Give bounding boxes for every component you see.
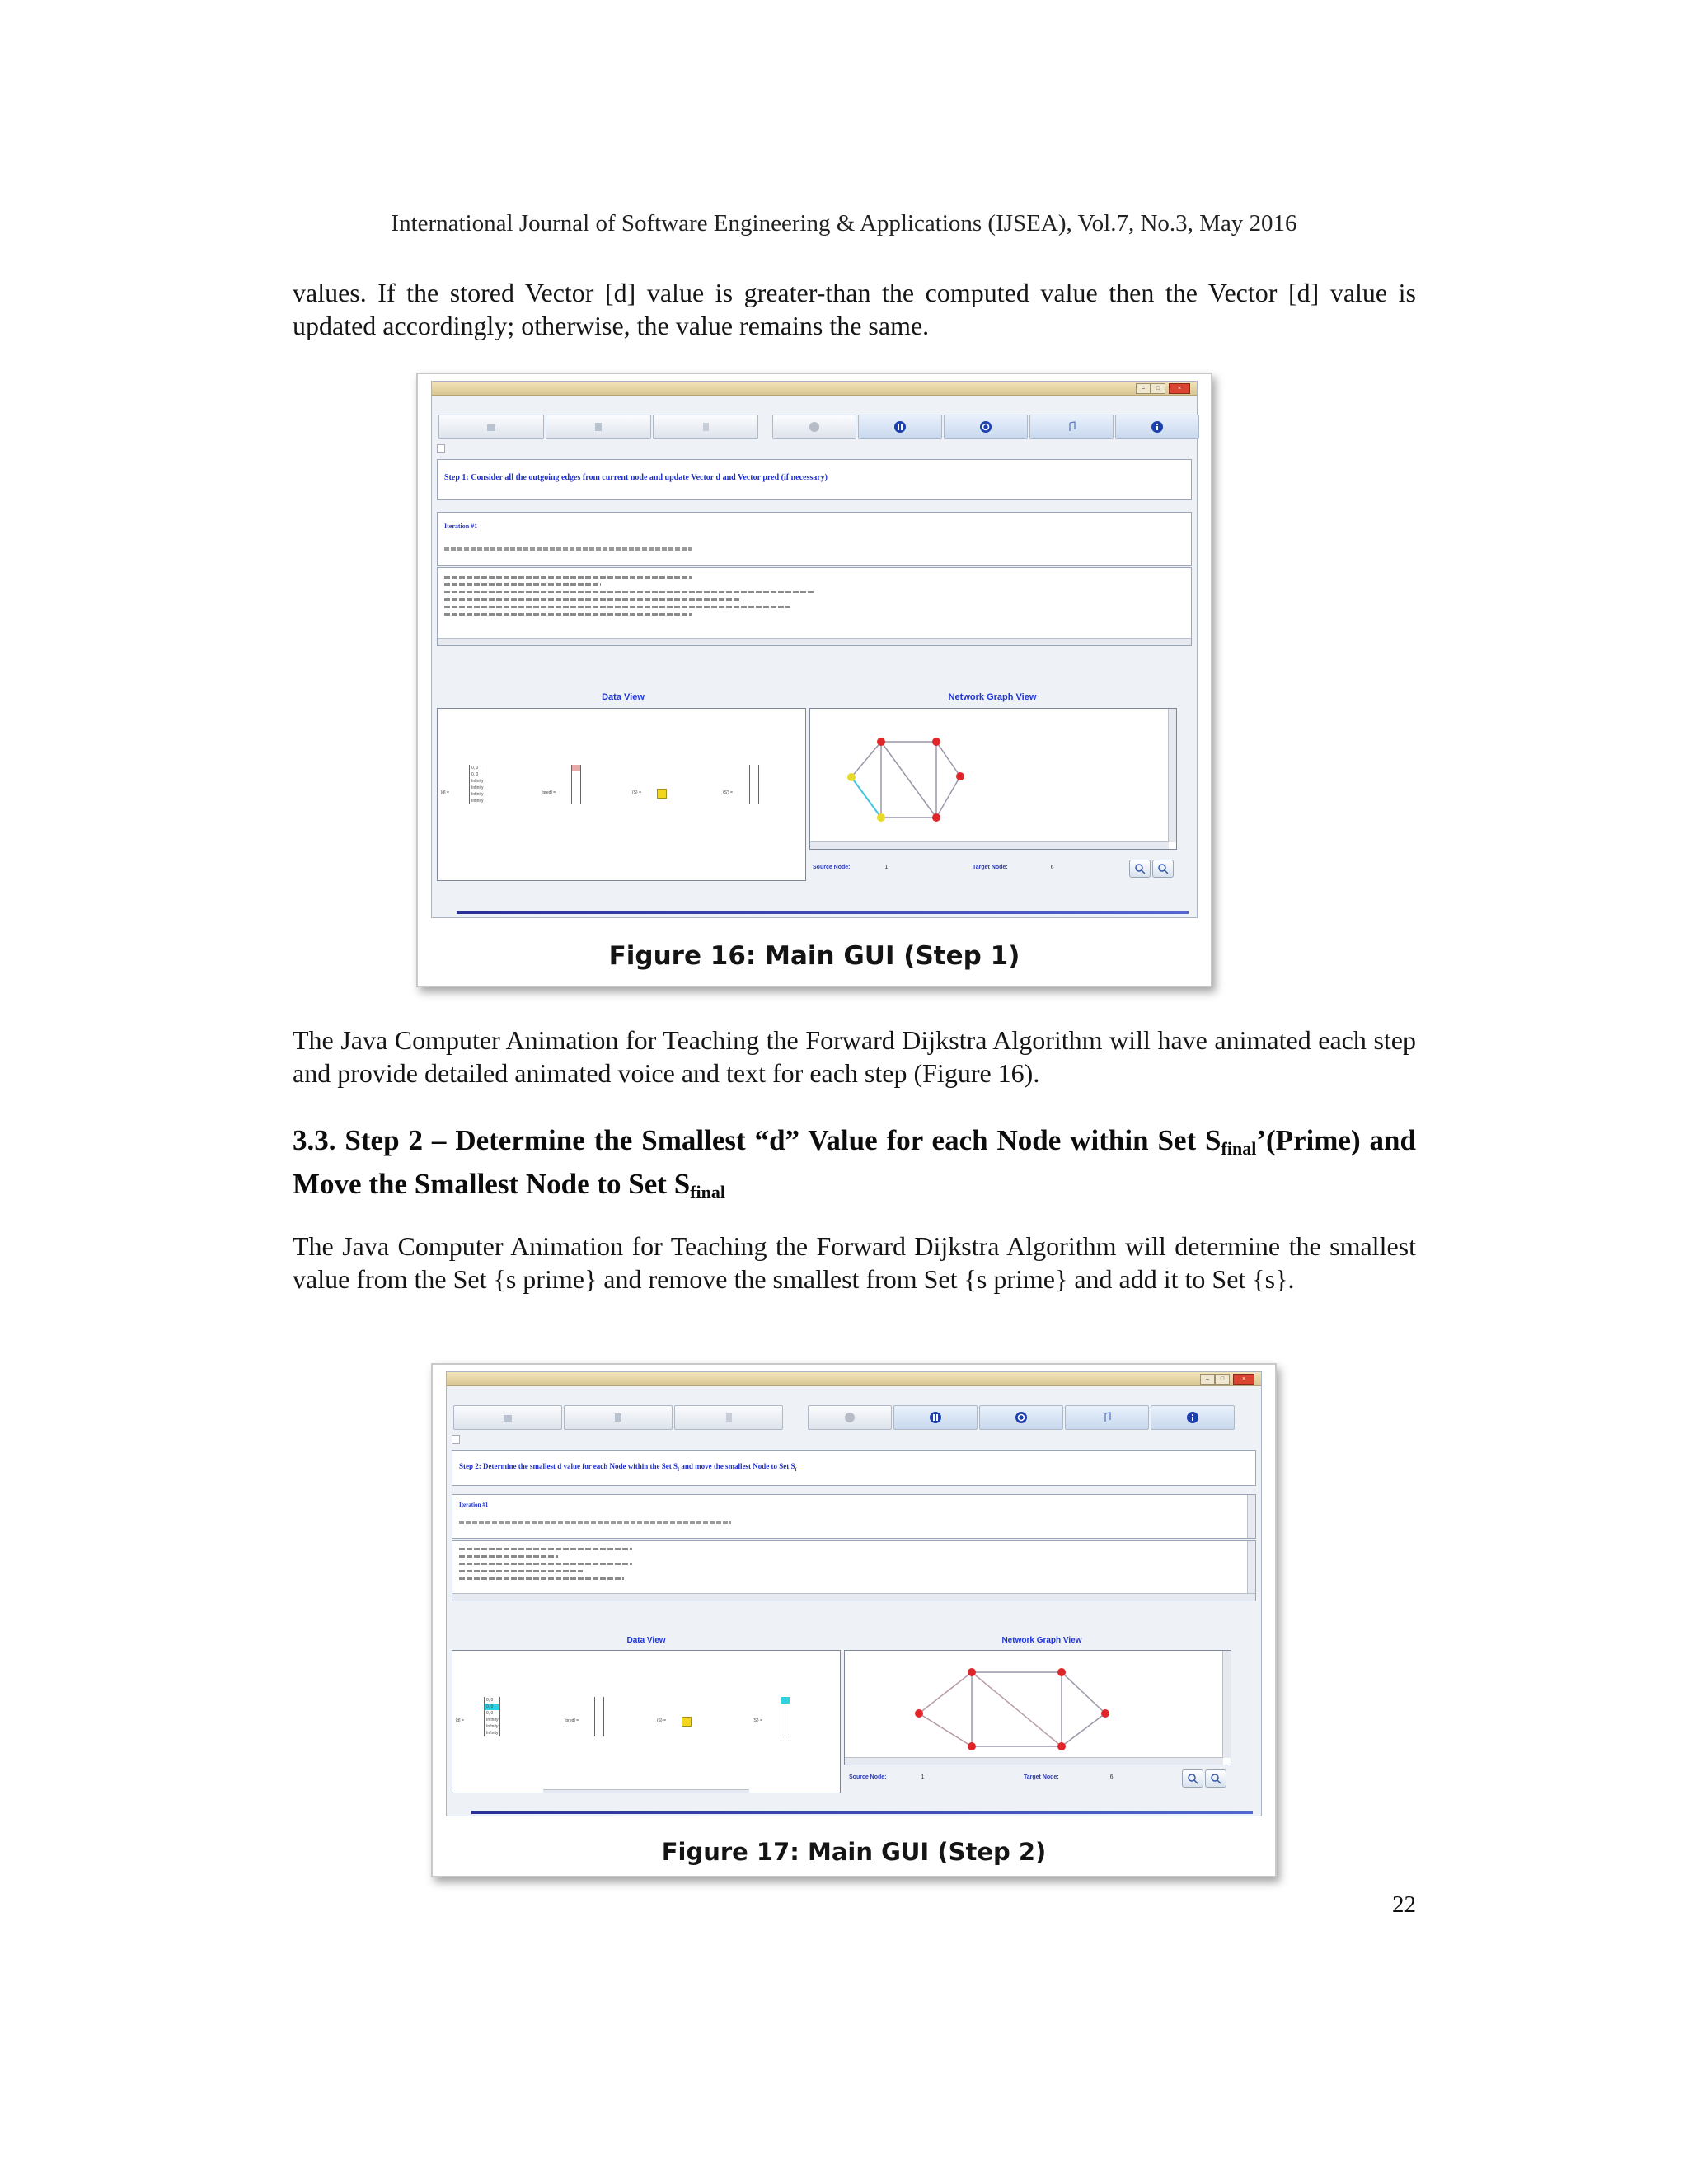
tab-tutorial-information[interactable] xyxy=(437,444,445,453)
edge-1-2 xyxy=(851,742,881,777)
music-note-icon xyxy=(1065,420,1078,434)
open-file-button[interactable] xyxy=(453,1405,562,1430)
edge-2-5 xyxy=(972,1672,1062,1746)
horizontal-scrollbar[interactable] xyxy=(452,1593,1255,1601)
graph-node-5[interactable] xyxy=(932,813,940,822)
step-explanation-panel xyxy=(452,1540,1256,1601)
set-s-label: {S} = xyxy=(632,790,641,795)
save-file-button[interactable] xyxy=(564,1405,673,1430)
record-icon xyxy=(809,421,820,433)
edge-5-6 xyxy=(936,776,960,818)
matrix-input-controls xyxy=(437,406,767,441)
replay-icon xyxy=(979,420,992,434)
tab-tutorial-information[interactable] xyxy=(452,1435,460,1444)
paragraph-1: values. If the stored Vector [d] value is greater-than the computed value then the Vector [d] value is updated accordingly; otherwise, the value remains the same. xyxy=(293,278,1416,340)
new-file-button[interactable] xyxy=(674,1405,783,1430)
document-icon xyxy=(701,422,710,432)
pred-vector xyxy=(594,1697,604,1736)
algorithm-step-panel xyxy=(452,1450,1256,1486)
edge-1-3 xyxy=(851,777,881,818)
explanation-lines xyxy=(459,1548,632,1580)
target-node-value: 6 xyxy=(1050,865,1054,870)
target-node-value: 6 xyxy=(1109,1774,1114,1780)
explanation-lines xyxy=(444,576,815,616)
set-s-prime-vector xyxy=(749,765,759,804)
source-node-value: 1 xyxy=(884,865,889,870)
step-explanation-panel xyxy=(437,567,1192,646)
graph-vertical-scrollbar[interactable] xyxy=(1168,709,1176,842)
app-window xyxy=(431,381,1198,918)
progress-bar xyxy=(471,1811,1253,1814)
algorithm-step-panel xyxy=(437,459,1192,500)
target-node-label: Target Node: xyxy=(973,865,1008,870)
source-node-status xyxy=(813,865,888,870)
zoom-in-button[interactable] xyxy=(1182,1769,1203,1788)
minimize-icon[interactable]: – xyxy=(1200,1374,1215,1385)
disk-icon xyxy=(613,1413,623,1422)
magnifier-icon xyxy=(1130,860,1150,877)
save-file-button[interactable] xyxy=(546,415,651,439)
network-graph-view-title: Network Graph View xyxy=(948,692,1037,702)
graph-node-1[interactable] xyxy=(847,773,856,781)
zoom-out-button[interactable] xyxy=(1205,1769,1226,1788)
d-vector-label: [d] = xyxy=(456,1718,464,1723)
figure-17 xyxy=(431,1363,1277,1877)
page-number: 22 xyxy=(1392,1891,1416,1918)
pred-vector xyxy=(571,765,581,804)
magnifier-icon xyxy=(1206,1770,1226,1787)
pred-vector-label: [pred] = xyxy=(565,1718,579,1723)
record-icon xyxy=(844,1412,856,1423)
target-node-status xyxy=(1024,1774,1114,1780)
music-note-icon xyxy=(1100,1411,1114,1424)
iteration-label: Iteration #1 xyxy=(459,1502,489,1508)
target-node-status xyxy=(973,865,1054,870)
graph-horizontal-scrollbar[interactable] xyxy=(845,1757,1223,1765)
disk-icon xyxy=(593,422,603,432)
data-horizontal-scrollbar[interactable] xyxy=(543,1789,749,1793)
set-s-prime-label: {S'} = xyxy=(723,790,733,795)
graph-node-4[interactable] xyxy=(1057,1668,1066,1676)
d-vector-label: [d] = xyxy=(441,790,449,795)
document-icon xyxy=(724,1413,734,1422)
zoom-out-button[interactable] xyxy=(1152,860,1174,878)
data-view-title: Data View xyxy=(602,692,645,702)
paragraph-3: The Java Computer Animation for Teaching the Forward Dijkstra Algorithm will determine the smallest value from the Set {s prime} and remove the smallest from Set {s prime} and add it to Set {s}. xyxy=(293,1231,1416,1294)
tutorial-lesson-controls xyxy=(771,406,1199,441)
source-node-value: 1 xyxy=(921,1774,925,1780)
figure-17-caption: Figure 17: Main GUI (Step 2) xyxy=(661,1838,1047,1866)
set-s-value xyxy=(682,1717,692,1727)
menu-bar xyxy=(432,396,1197,405)
minimize-icon[interactable]: – xyxy=(1136,383,1151,394)
info-button[interactable] xyxy=(1115,415,1199,439)
maximize-icon[interactable]: □ xyxy=(1215,1374,1230,1385)
edge-4-6 xyxy=(936,742,960,776)
graph-node-5[interactable] xyxy=(1057,1742,1066,1750)
app-window xyxy=(446,1371,1262,1816)
iteration-label: Iteration #1 xyxy=(444,523,478,530)
step-detail-line xyxy=(459,1521,731,1524)
tutorial-information-panel xyxy=(452,1494,1256,1539)
maximize-icon[interactable]: □ xyxy=(1151,383,1165,394)
edge-1-3 xyxy=(919,1713,972,1746)
source-node-label: Source Node: xyxy=(849,1774,887,1780)
pause-button[interactable] xyxy=(858,415,942,439)
audio-button[interactable] xyxy=(1065,1405,1149,1430)
step-text: Step 2: Determine the smallest d value for each Node within the Set $S_f$ and move the smallest Node to Set $S_f$ xyxy=(459,1462,797,1473)
pause-icon xyxy=(929,1411,942,1424)
graph-node-6[interactable] xyxy=(1101,1709,1109,1718)
magnifier-icon xyxy=(1183,1770,1203,1787)
record-button[interactable] xyxy=(772,415,856,439)
graph-node-3[interactable] xyxy=(968,1742,976,1750)
zoom-in-button[interactable] xyxy=(1129,860,1151,878)
horizontal-scrollbar[interactable] xyxy=(438,638,1191,645)
record-button[interactable] xyxy=(808,1405,892,1430)
open-file-button[interactable] xyxy=(438,415,544,439)
figure-16-caption: Figure 16: Main GUI (Step 1) xyxy=(608,941,1020,971)
title-bar xyxy=(447,1372,1261,1386)
close-icon[interactable]: × xyxy=(1169,383,1190,394)
graph-vertical-scrollbar[interactable] xyxy=(1222,1651,1231,1758)
paragraph-2: The Java Computer Animation for Teaching the Forward Dijkstra Algorithm will have animated each step and provide detailed animated voice and text for each step (Figure 16). xyxy=(293,1025,1416,1088)
journal-header: International Journal of Software Engineering & Applications (IJSEA), Vol.7, No.3, May 2016 xyxy=(391,210,1297,237)
matrix-input-controls xyxy=(452,1397,798,1432)
data-view-panel xyxy=(437,708,806,881)
info-vertical-scrollbar[interactable] xyxy=(1247,1495,1255,1538)
data-view-title: Data View xyxy=(626,1636,666,1645)
network-graph-panel xyxy=(844,1650,1231,1765)
edge-1-2 xyxy=(919,1672,972,1713)
tutorial-lesson-controls xyxy=(806,1397,1251,1432)
figure-16 xyxy=(416,373,1212,987)
edge-5-6 xyxy=(1062,1713,1105,1746)
step-detail-line xyxy=(444,547,692,551)
graph-node-6[interactable] xyxy=(956,772,964,780)
source-node-status xyxy=(849,1774,924,1780)
step-text: Step 1: Consider all the outgoing edges from current node and update Vector d and Vector pred (if necessary) xyxy=(444,473,828,482)
info-icon xyxy=(1151,420,1164,434)
title-bar xyxy=(432,382,1197,396)
info-icon xyxy=(1186,1411,1199,1424)
graph-node-4[interactable] xyxy=(932,738,940,746)
toolbar xyxy=(452,1397,1256,1432)
network-graph-panel xyxy=(809,708,1177,850)
new-file-button[interactable] xyxy=(653,415,758,439)
edge-4-6 xyxy=(1062,1672,1105,1713)
audio-button[interactable] xyxy=(1029,415,1114,439)
graph-edges xyxy=(919,1672,1105,1746)
target-node-label: Target Node: xyxy=(1024,1774,1059,1780)
graph-horizontal-scrollbar[interactable] xyxy=(810,841,1169,849)
network-graph xyxy=(810,709,1168,841)
info-button[interactable] xyxy=(1151,1405,1235,1430)
network-graph-view-title: Network Graph View xyxy=(1001,1636,1082,1645)
set-s-prime-vector xyxy=(781,1697,790,1736)
pause-button[interactable] xyxy=(893,1405,978,1430)
graph-node-2[interactable] xyxy=(877,738,885,746)
tutorial-information-panel xyxy=(437,512,1192,566)
folder-icon xyxy=(486,422,496,432)
section-heading: 3.3. Step 2 – Determine the Smallest “d” Value for each Node within Set $S_{final}’(Prime)$ and Move the Smallest Node to Set $S_{final}$ xyxy=(293,1124,1416,1202)
d-vector: 0, 0 0, 0 Infinity Infinity Infinity Infinity xyxy=(469,765,485,804)
set-s-value xyxy=(657,789,667,799)
folder-icon xyxy=(503,1413,513,1422)
graph-edges xyxy=(851,742,960,818)
replay-button[interactable] xyxy=(979,1405,1063,1430)
graph-node-2[interactable] xyxy=(968,1668,976,1676)
replay-button[interactable] xyxy=(944,415,1028,439)
data-view-panel xyxy=(452,1650,841,1793)
menu-bar xyxy=(447,1386,1261,1395)
close-icon[interactable]: × xyxy=(1233,1374,1254,1385)
graph-node-3[interactable] xyxy=(877,813,885,822)
network-graph xyxy=(845,1651,1222,1758)
set-s-prime-label: {S'} = xyxy=(753,1718,762,1723)
d-vector: 0, 0 0, 0 0, 0 Infinity Infinity Infinity xyxy=(484,1697,500,1736)
magnifier-icon xyxy=(1153,860,1173,877)
graph-node-1[interactable] xyxy=(915,1709,923,1718)
pause-icon xyxy=(893,420,907,434)
progress-bar xyxy=(457,911,1189,914)
edge-2-5 xyxy=(881,742,936,818)
pred-vector-label: [pred] = xyxy=(542,790,556,795)
source-node-label: Source Node: xyxy=(813,865,851,870)
set-s-label: {S} = xyxy=(657,1718,666,1723)
toolbar xyxy=(437,406,1192,441)
replay-icon xyxy=(1015,1411,1028,1424)
explanation-vertical-scrollbar[interactable] xyxy=(1247,1541,1255,1594)
